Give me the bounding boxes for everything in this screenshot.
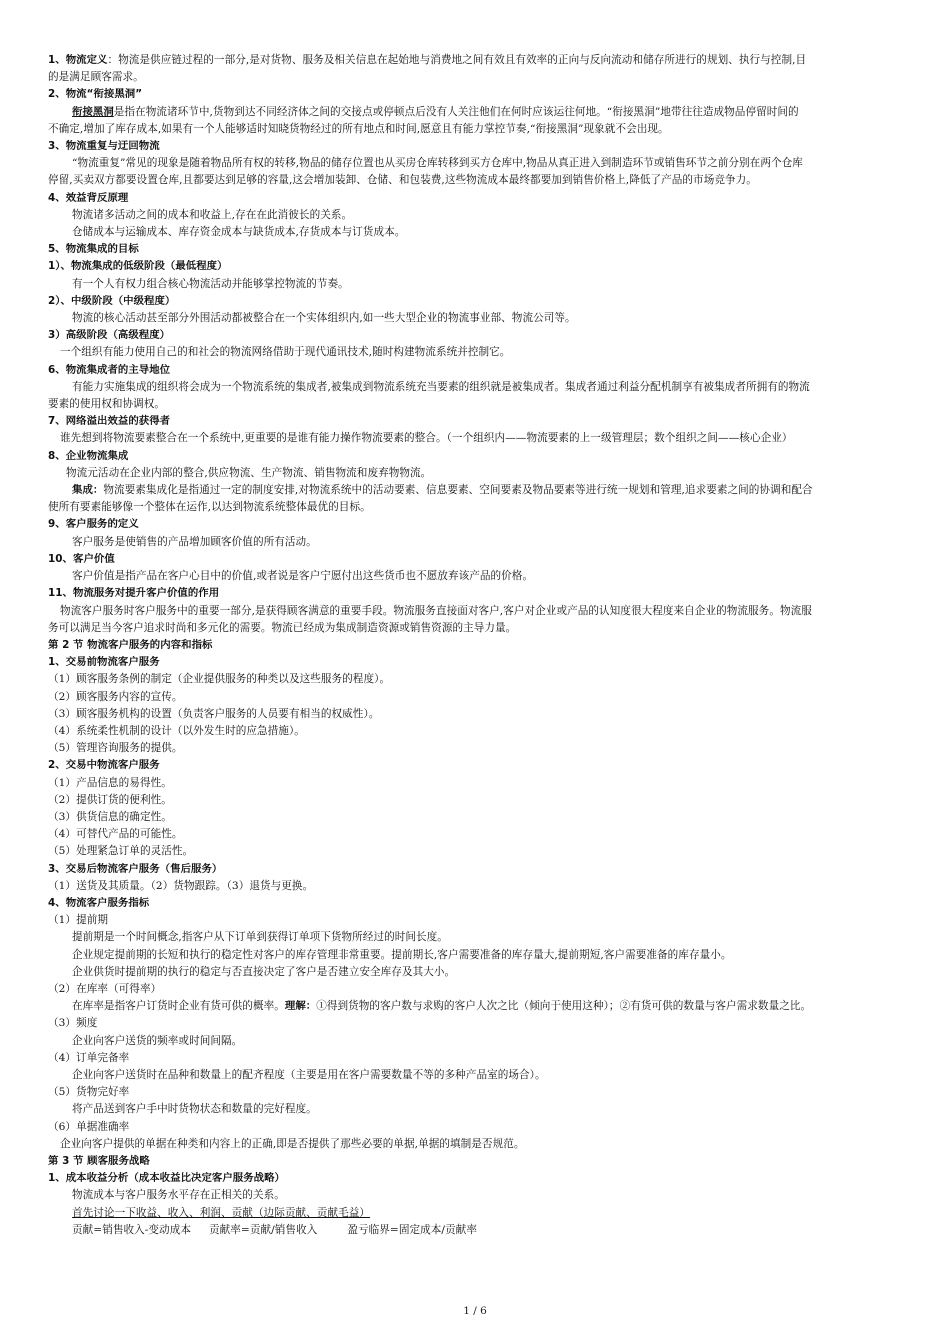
paragraph-line: 不确定,增加了库存成本,如果有一个人能够适时知晓货物经过的所有地点和时间,愿意且有能力掌控节奏,“衔接黑洞”现象就不会出现。: [48, 122, 669, 135]
subheading-high-stage: 3）高级阶段（高级程度）: [48, 329, 171, 342]
heading-service-indicators: 4、物流客户服务指标: [48, 896, 150, 909]
paragraph-line: 有一个人有权力组合核心物流活动并能够掌控物流的节奏。: [72, 277, 349, 290]
paragraph-line: “物流重复”常见的现象是随着物品所有权的转移,物品的储存位置也从买房仓库转移到买方仓库中,物品从真正进入到制造环节或销售环节之前分别在两个仓库: [72, 157, 803, 170]
list-item: （1）提前期: [48, 914, 109, 927]
heading-customer-value: 10、客户价值: [48, 552, 115, 565]
heading-integrator: 6、物流集成者的主导地位: [48, 363, 171, 376]
subheading-mid-stage: 2）、中级阶段（中级程度）: [48, 294, 176, 307]
subheading-low-stage: 1）、物流集成的低级阶段（最低程度）: [48, 260, 228, 273]
heading-repeat-logistics: 3、物流重复与迂回物流: [48, 140, 160, 153]
list-item: （6）单据准确率: [48, 1120, 130, 1133]
paragraph-line: 一个组织有能力使用自己的和社会的物流网络借助于现代通讯技术,随时构建物流系统并控制它。: [60, 346, 511, 359]
section-2-title: 第 2 节 物流客户服务的内容和指标: [48, 638, 213, 651]
list-item: （1）顾客服务条例的制定（企业提供服务的种类以及这些服务的程度）。: [48, 673, 391, 686]
paragraph-line: 使所有要素能够像一个整体在运作,以达到物流系统整体最优的目标。: [48, 501, 371, 514]
list-item: （4）系统柔性机制的设计（以外发生时的应急措施）。: [48, 724, 305, 737]
heading-in-transaction: 2、交易中物流客户服务: [48, 759, 160, 772]
list-item: （3）供货信息的确定性。: [48, 810, 172, 823]
paragraph-line: 提前期是一个时间概念,指客户从下订单到获得订单项下货物所经过的时间长度。: [72, 931, 448, 944]
paragraph-line: 企业向客户送货的频率或时间间隔。: [72, 1034, 243, 1047]
paragraph-line: 要素的使用权和协调权。: [48, 398, 166, 411]
document-body: [48, 52, 906, 1239]
list-item: （4）可替代产品的可能性。: [48, 828, 183, 841]
list-item: （4）订单完备率: [48, 1051, 130, 1064]
paragraph-line: 在库率是指客户订货时企业有货可供的概率。理解：①得到货物的客户数与求购的客户人次之比（倾向于使用这种）；②有货可供的数量与客户需求数量之比。: [72, 1000, 812, 1013]
section-3-title: 第 3 节 顾客服务战略: [48, 1155, 150, 1167]
paragraph-line: 停留,买卖双方都要设置仓库,且都要达到足够的容量,这会增加装卸、仓储、和包装费,这些物流成本最终都要加到销售价格上,降低了产品的市场竞争力。: [48, 174, 757, 187]
heading-cost-benefit: 1、成本收益分析（成本收益比决定客户服务战略）: [48, 1172, 285, 1185]
heading-network-spillover: 7、网络溢出效益的获得者: [48, 415, 171, 428]
list-item: （1）送货及其质量。（2）货物跟踪。（3）退货与更换。: [48, 879, 314, 892]
paragraph-line: 物流诸多活动之间的成本和收益上,存在在此消彼长的关系。: [72, 208, 353, 221]
list-item: （3）顾客服务机构的设置（负责客户服务的人员要有相当的权威性）。: [48, 707, 380, 720]
paragraph-line: 务可以满足当今客户追求时尚和多元化的需要。物流已经成为集成制造资源或销售资源的主导力量。: [48, 621, 517, 634]
paragraph-line: 集成：物流要素集成化是指通过一定的制度安排,对物流系统中的活动要素、信息要素、空间要素及物品要素等进行统一规划和管理,追求要素之间的协调和配合: [72, 484, 813, 497]
list-item: （5）处理紧急订单的灵活性。: [48, 845, 194, 858]
list-item: （2）在库率（可得率）: [48, 982, 162, 995]
heading-tradeoff: 4、效益背反原理: [48, 191, 129, 204]
paragraph-line: 首先讨论一下收益、收入、利润、贡献（边际贡献、贡献毛益）: [72, 1206, 371, 1219]
paragraph-line: 物流元活动在企业内部的整合,供应物流、生产物流、销售物流和废弃物物流。: [66, 466, 432, 479]
paragraph-line: 企业规定提前期的长短和执行的稳定性对客户的库存管理非常重要。提前期长,客户需要准备的库存量大,提前期短,客户需要准备的库存量小。: [72, 948, 732, 961]
heading-customer-service-def: 9、客户服务的定义: [48, 518, 139, 531]
list-item: （5）货物完好率: [48, 1086, 130, 1099]
heading-enterprise-integration: 8、企业物流集成: [48, 449, 129, 462]
paragraph-line: 客户价值是指产品在客户心目中的价值,或者说是客户宁愿付出这些货币也不愿放弃该产品的价格。: [72, 570, 534, 583]
list-item: （1）产品信息的易得性。: [48, 776, 172, 789]
paragraph-line: 物流的核心活动甚至部分外围活动都被整合在一个实体组织内,如一些大型企业的物流事业部、物流公司等。: [72, 312, 576, 325]
formula-line: 贡献=销售收入-变动成本 贡献率=贡献/销售收入 盈亏临界=固定成本/贡献率: [72, 1223, 477, 1236]
heading-logistics-definition: 1、物流定义：物流是供应链过程的一部分,是对货物、服务及相关信息在起始地与消费地之间有效且有效率的正向与反向流动和储存所进行的规划、执行与控制,目: [48, 54, 807, 66]
heading-integration-goals: 5、物流集成的目标: [48, 243, 139, 256]
paragraph-line: 客户服务是使销售的产品增加顾客价值的所有活动。: [72, 535, 317, 548]
paragraph-line: 谁先想到将物流要素整合在一个系统中,更重要的是谁有能力操作物流要素的整合。（一个组织内——物流要素的上一级管理层；数个组织之间——核心企业）: [60, 432, 793, 445]
paragraph-line: 企业向客户提供的单据在种类和内容上的正确,即是否提供了那些必要的单据,单据的填制是否规范。: [60, 1137, 525, 1150]
paragraph-line: 物流客户服务时客户服务中的重要一部分,是获得顾客满意的重要手段。物流服务直接面对客户,客户对企业或产品的认知度很大程度来自企业的物流服务。物流服: [60, 604, 812, 617]
paragraph-line: 将产品送到客户手中时货物状态和数量的完好程度。: [72, 1103, 317, 1116]
list-item: （5）管理咨询服务的提供。: [48, 742, 183, 755]
heading-link-black-hole: 2、物流“衔接黑洞”: [48, 88, 143, 101]
heading-service-role: 11、物流服务对提升客户价值的作用: [48, 587, 220, 600]
paragraph-line: 的是满足顾客需求。: [48, 71, 144, 84]
paragraph-line: 物流成本与客户服务水平存在正相关的关系。: [72, 1189, 285, 1202]
paragraph-line: 仓储成本与运输成本、库存资金成本与缺货成本,存货成本与订货成本。: [72, 226, 406, 239]
paragraph-line: 有能力实施集成的组织将会成为一个物流系统的集成者,被集成到物流系统充当要素的组织就是被集成者。集成者通过利益分配机制享有被集成者所拥有的物流: [72, 380, 810, 393]
list-item: （2）提供订货的便利性。: [48, 793, 172, 806]
list-item: （3）频度: [48, 1017, 98, 1030]
heading-post-transaction: 3、交易后物流客户服务（售后服务）: [48, 862, 223, 875]
paragraph-line: 衔接黑洞是指在物流诸环节中,货物到达不同经济体之间的交接点或停顿点后没有人关注他们在何时应该运往何地。“衔接黑洞”地带往往造成物品停留时间的: [72, 105, 799, 118]
page-number: 1 / 6: [463, 1305, 487, 1317]
paragraph-line: 企业供货时提前期的执行的稳定与否直接决定了客户是否建立安全库存及其大小。: [72, 965, 456, 978]
paragraph-line: 企业向客户送货时在品种和数量上的配齐程度（主要是用在客户需要数量不等的多种产品室的场合）。: [72, 1068, 546, 1081]
list-item: （2）顾客服务内容的宣传。: [48, 690, 183, 703]
heading-pre-transaction: 1、交易前物流客户服务: [48, 656, 160, 669]
